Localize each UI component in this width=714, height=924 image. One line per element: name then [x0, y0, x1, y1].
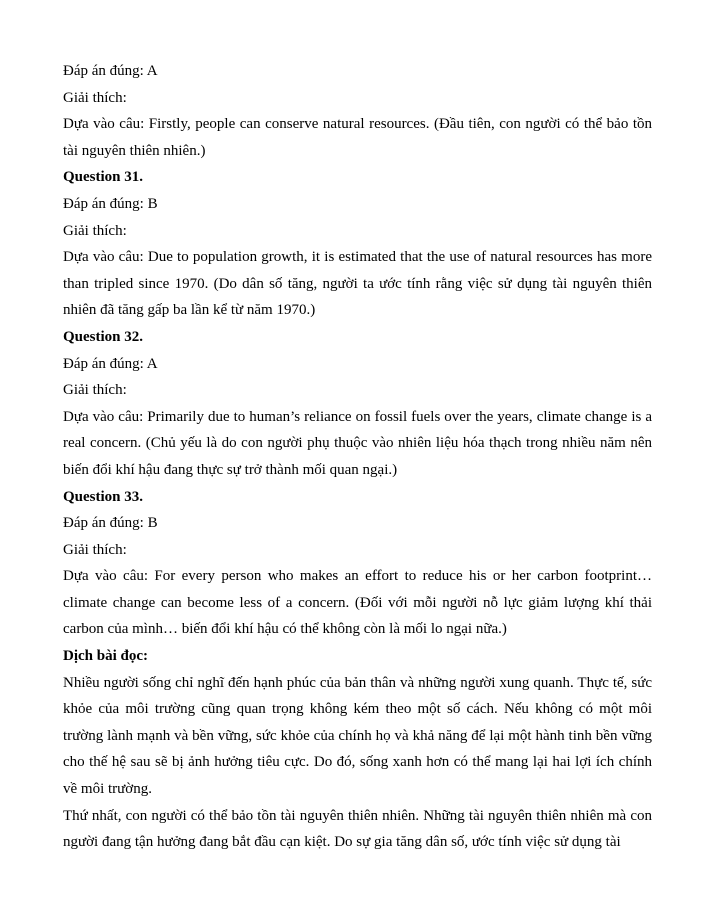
question-33-heading: Question 33.	[63, 488, 144, 505]
explanation-paragraph: Dựa vào câu: Firstly, people can conserve natural resources. (Đầu tiên, con người có thể bảo tồn tài nguyên thiên nhiên.)	[63, 116, 652, 159]
explanation-paragraph: Dựa vào câu: Due to population growth, it is estimated that the use of natural resources has more than tripled since 1970. (Do dân số tăng, người ta ước tính rằng việc sử dụng tài nguyên thiên nhiên đã tăng gấp ba lần kể từ năm 1970.)	[63, 249, 652, 319]
question-32-heading: Question 32.	[63, 328, 144, 345]
explanation-paragraph: Dựa vào câu: For every person who makes an effort to reduce his or her carbon footprint… climate change can become less of a concern. (Đối với mỗi người nỗ lực giảm lượng khí thải carbon của mình… biến đổi khí hậu có thể không còn là mối lo ngại nữa.)	[63, 568, 652, 638]
answer-line-q31: Đáp án đúng: B	[63, 195, 158, 212]
translation-paragraph: Nhiều người sống chỉ nghĩ đến hạnh phúc của bản thân và những người xung quanh. Thực tế, sức khỏe của môi trường cũng quan trọng không kém theo một số cách. Nếu không có một môi trường lành mạnh và bền vững, sức khỏe của chính họ và khả năng để lại một hành tinh bền vững cho thế hệ sau sẽ bị ảnh hưởng tiêu cực. Do đó, sống xanh hơn có thể mang lại hai lợi ích chính về môi trường.	[63, 674, 652, 798]
translation-paragraph: Thứ nhất, con người có thể bảo tồn tài nguyên thiên nhiên. Những tài nguyên thiên nhiên mà con người đang tận hưởng đang bắt đầu cạn kiệt. Do sự gia tăng dân số, ước tính việc sử dụng tài	[63, 807, 652, 851]
explanation-paragraph: Dựa vào câu: Primarily due to human’s reliance on fossil fuels over the years, climate change is a real concern. (Chủ yếu là do con người phụ thuộc vào nhiên liệu hóa thạch trong nhiều năm nên biến đổi khí hậu đang thực sự trở thành mối quan ngại.)	[63, 408, 652, 478]
answer-line-q33: Đáp án đúng: B	[63, 515, 158, 532]
explanation-label: Giải thích:	[63, 541, 127, 558]
answer-line-q32: Đáp án đúng: A	[63, 355, 158, 372]
explanation-label: Giải thích:	[63, 382, 127, 399]
translation-heading: Dịch bài đọc:	[63, 648, 149, 665]
answer-line-q30: Đáp án đúng: A	[63, 63, 158, 79]
explanation-label: Giải thích:	[63, 89, 127, 106]
explanation-label: Giải thích:	[63, 222, 127, 239]
question-31-heading: Question 31.	[63, 169, 144, 186]
